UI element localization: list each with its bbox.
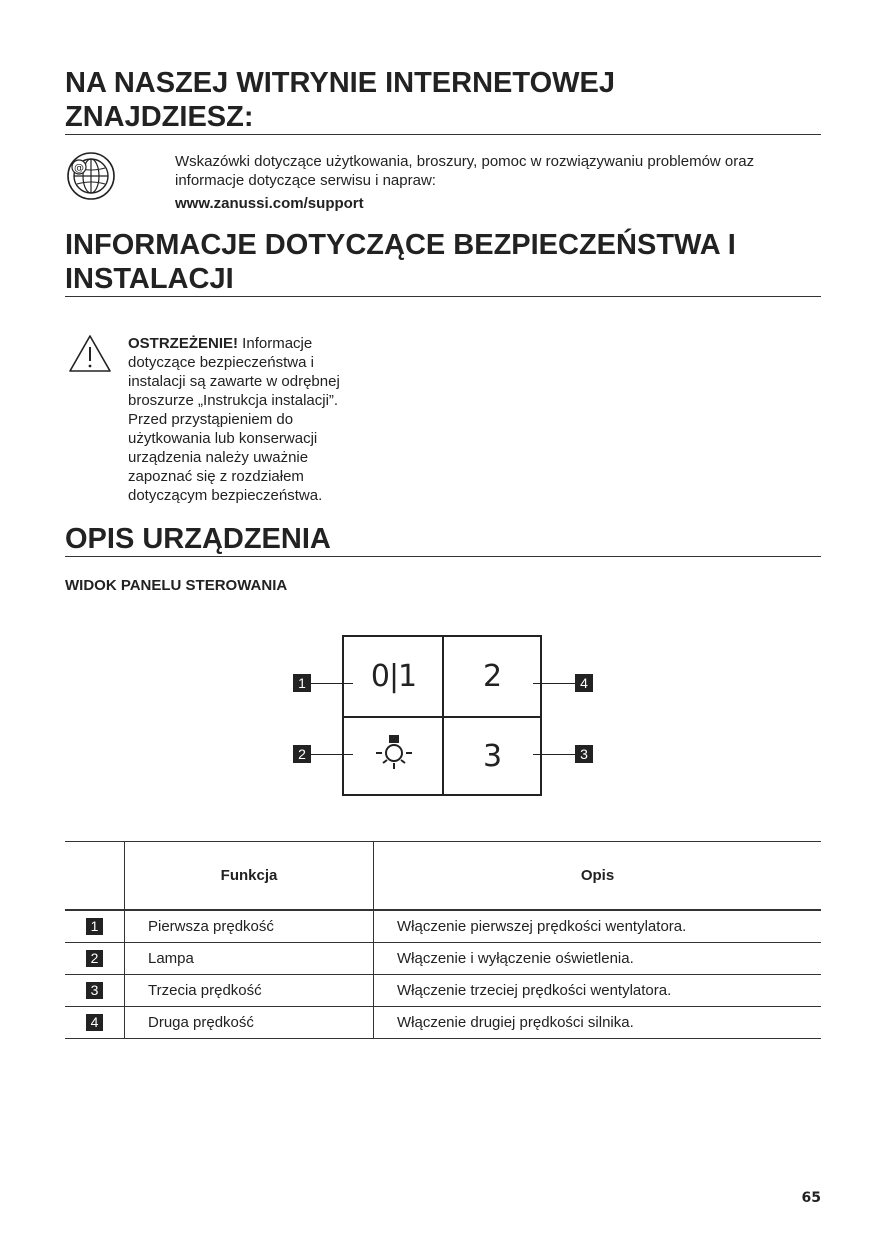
website-heading-line1: NA NASZEJ WITRYNIE INTERNETOWEJ [65, 67, 615, 99]
row-description: Włączenie drugiej prędkości silnika. [374, 1007, 822, 1039]
row-number-badge: 4 [86, 1014, 103, 1031]
table-header-row [65, 842, 821, 911]
speed-2-button[interactable]: 2 [482, 659, 503, 694]
callout-3: 3 [575, 745, 593, 763]
globe-at-icon [65, 150, 117, 202]
website-text [175, 152, 825, 213]
page-number: 65 [801, 1190, 821, 1206]
warning-line: dotyczące bezpieczeństwa i [128, 354, 314, 371]
safety-warning-first-line [128, 334, 388, 353]
row-description: Włączenie pierwszej prędkości wentylatora. [374, 910, 822, 943]
row-number-badge: 1 [86, 918, 103, 935]
website-heading [65, 66, 821, 135]
callout-1-line [311, 683, 353, 684]
table-header-description: Opis [374, 842, 822, 911]
row-function: Pierwsza prędkość [125, 910, 374, 943]
warning-triangle-icon [68, 334, 112, 374]
row-function: Trzecia prędkość [125, 975, 374, 1007]
warning-label: OSTRZEŻENIE! [128, 335, 239, 352]
panel-subheading: WIDOK PANELU STEROWANIA [65, 577, 288, 594]
row-number-badge: 3 [86, 982, 103, 999]
warning-line: użytkowania lub konserwacji [128, 430, 318, 447]
lamp-button[interactable] [344, 717, 443, 796]
warning-line: dotyczącym bezpieczeństwa. [128, 487, 323, 504]
on-off-button[interactable]: 0|1 [370, 659, 417, 694]
callout-2: 2 [293, 745, 311, 763]
website-text-line1: Wskazówki dotyczące użytkowania, broszury, pomoc w rozwiązywaniu problemów oraz [175, 153, 755, 170]
lamp-icon [374, 733, 414, 781]
svg-text:@: @ [74, 163, 84, 174]
callout-1: 1 [293, 674, 311, 692]
website-text-line2: informacje dotyczące serwisu i napraw: [175, 172, 436, 189]
table-row [65, 975, 821, 1007]
warning-line: zapoznać się z rozdziałem [128, 468, 304, 485]
row-number-badge: 2 [86, 950, 103, 967]
warning-line: Przed przystąpieniem do [128, 411, 294, 428]
safety-warning [128, 334, 388, 505]
function-table [65, 841, 821, 1039]
control-panel [342, 635, 542, 796]
row-function: Druga prędkość [125, 1007, 374, 1039]
speed-3-button[interactable]: 3 [482, 739, 503, 774]
row-function: Lampa [125, 943, 374, 975]
row-description: Włączenie trzeciej prędkości wentylatora. [374, 975, 822, 1007]
callout-4: 4 [575, 674, 593, 692]
callout-4-line [533, 683, 575, 684]
support-url[interactable]: www.zanussi.com/support [175, 195, 364, 212]
safety-heading [65, 228, 821, 297]
warning-line: urządzenia należy uważnie [128, 449, 309, 466]
table-row [65, 943, 821, 975]
description-heading-text: OPIS URZĄDZENIA [65, 523, 331, 555]
warning-line: instalacji są zawarte w odrębnej [128, 373, 340, 390]
safety-heading-line2: INSTALACJI [65, 263, 234, 295]
callout-2-line [311, 754, 353, 755]
table-header-function: Funkcja [125, 842, 374, 911]
row-description: Włączenie i wyłączenie oświetlenia. [374, 943, 822, 975]
table-header-num [65, 842, 125, 911]
warning-line: broszurze „Instrukcja instalacji”. [128, 392, 339, 409]
safety-heading-line1: INFORMACJE DOTYCZĄCE BEZPIECZEŃSTWA I [65, 229, 736, 261]
warning-line: Informacje [238, 335, 313, 352]
callout-3-line [533, 754, 575, 755]
website-heading-line2: ZNAJDZIESZ: [65, 101, 254, 133]
table-row [65, 910, 821, 943]
description-heading [65, 522, 821, 557]
table-row [65, 1007, 821, 1039]
